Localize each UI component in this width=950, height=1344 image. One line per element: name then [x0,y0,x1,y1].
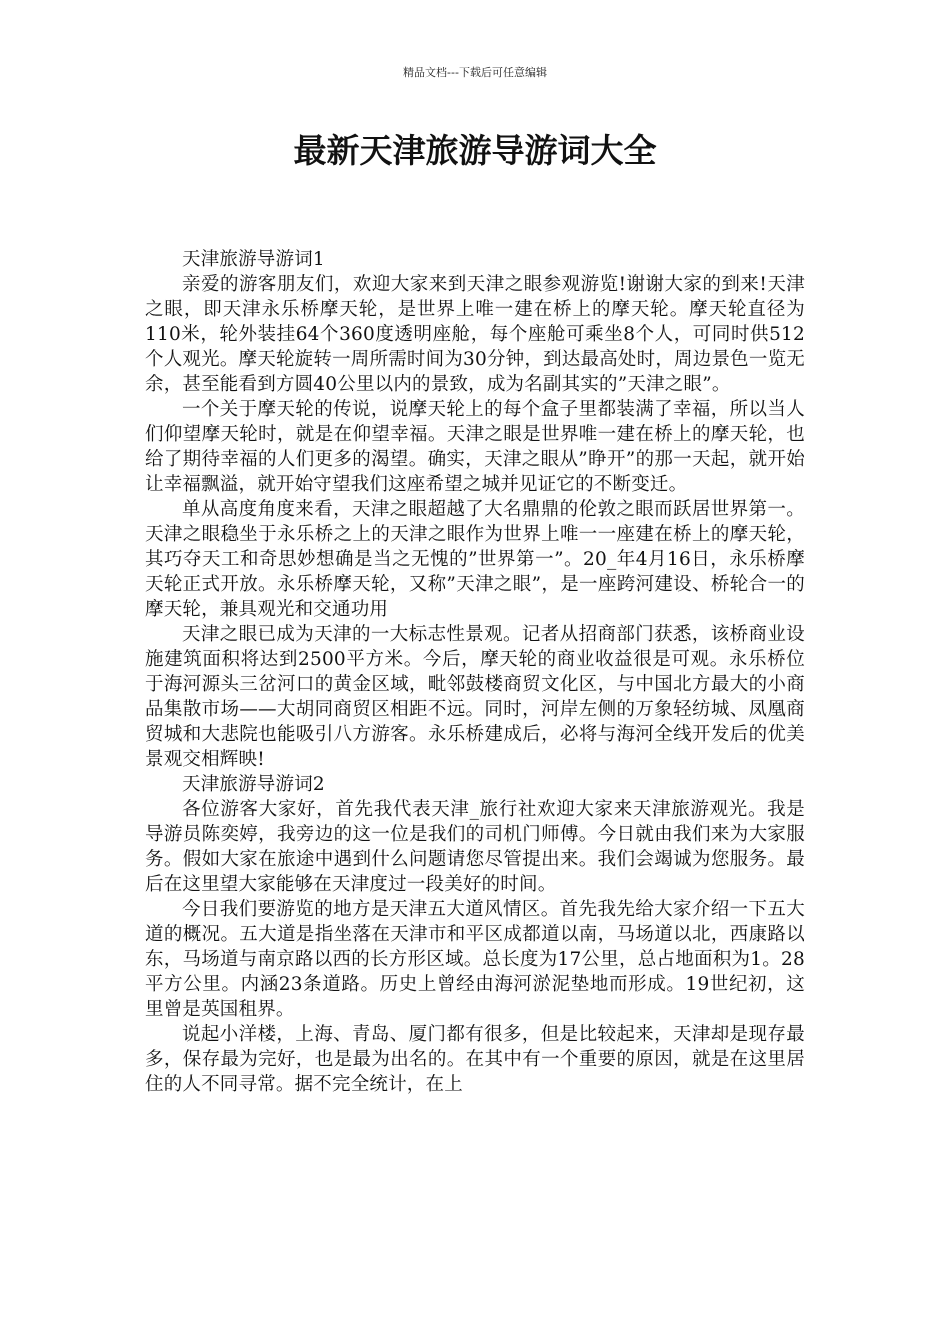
section-heading-2: 天津旅游导游词2 [182,774,325,795]
paragraph: 天津之眼已成为天津的一大标志性景观。记者从招商部门获悉，该桥商业设施建筑面积将达到2500平方米。今后，摩天轮的商业收益很是可观。永乐桥位于海河源头三岔河口的黄金区域，毗邻鼓楼商贸文化区，与中国北方最大的小商品集散市场——大胡同商贸区相距不远。同时，河岸左侧的万象轻纺城、凤凰商贸城和大悲院也能吸引八方游客。永乐桥建成后，必将与海河全线开发后的优美景观交相辉映! [145,624,805,770]
header-note: 精品文档---下载后可任意编辑 [403,66,547,79]
paragraph: 各位游客大家好，首先我代表天津_旅行社欢迎大家来天津旅游观光。我是导游员陈奕婷，我旁边的这一位是我们的司机门师傅。今日就由我们来为大家服务。假如大家在旅途中遇到什么问题请您尽管提出来。我们会竭诚为您服务。最后在这里望大家能够在天津度过一段美好的时间。 [145,799,805,895]
paragraph: 一个关于摩天轮的传说，说摩天轮上的每个盒子里都装满了幸福，所以当人们仰望摩天轮时，就是在仰望幸福。天津之眼是世界唯一建在桥上的摩天轮，也给了期待幸福的人们更多的渴望。确实，天津之眼从”睁开”的那一天起，就开始让幸福飘溢，就开始守望我们这座希望之城并见证它的不断变迁。 [145,399,805,495]
paragraph: 今日我们要游览的地方是天津五大道风情区。首先我先给大家介绍一下五大道的概况。五大道是指坐落在天津市和平区成都道以南，马场道以北，西康路以东，马场道与南京路以西的长方形区域。总长度为17公里，总占地面积为1。28平方公里。内涵23条道路。历史上曾经由海河淤泥垫地而形成。19世纪初，这里曾是英国租界。 [145,899,805,1020]
page-title: 最新天津旅游导游词大全 [293,131,657,170]
paragraph: 单从高度角度来看，天津之眼超越了大名鼎鼎的伦敦之眼而跃居世界第一。天津之眼稳坐于永乐桥之上的天津之眼作为世界上唯一一座建在桥上的摩天轮，其巧夺天工和奇思妙想确是当之无愧的”世界第一”。20_年4月16日，永乐桥摩天轮正式开放。永乐桥摩天轮，又称”天津之眼”，是一座跨河建设、桥轮合一的摩天轮，兼具观光和交通功用 [145,499,805,620]
paragraph: 说起小洋楼，上海、青岛、厦门都有很多，但是比较起来，天津却是现存最多，保存最为完好，也是最为出名的。在其中有一个重要的原因，就是在这里居住的人不同寻常。据不完全统计，在上 [145,1024,805,1095]
document-body [145,247,805,1097]
paragraph: 亲爱的游客朋友们，欢迎大家来到天津之眼参观游览!谢谢大家的到来!天津之眼，即天津永乐桥摩天轮，是世界上唯一建在桥上的摩天轮。摩天轮直径为110米，轮外装挂64个360度透明座舱，每个座舱可乘坐8个人，可同时供512个人观光。摩天轮旋转一周所需时间为30分钟，到达最高处时，周边景色一览无余，甚至能看到方圆40公里以内的景致，成为名副其实的”天津之眼”。 [145,274,805,395]
section-heading-1: 天津旅游导游词1 [182,249,325,270]
